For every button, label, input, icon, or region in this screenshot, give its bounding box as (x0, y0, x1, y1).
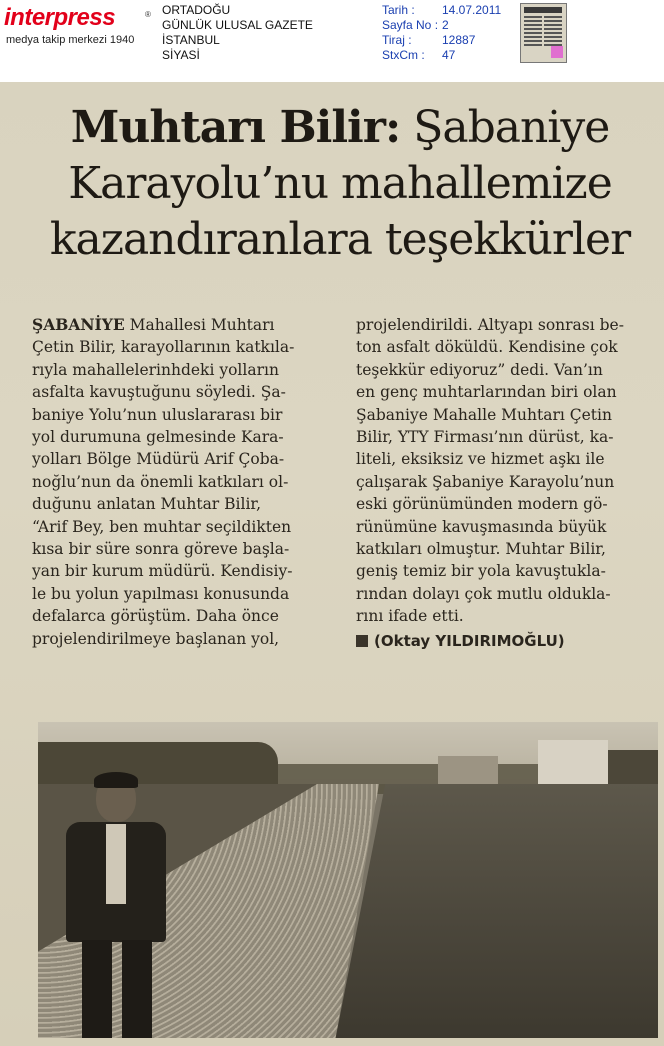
text-line: Bilir, YTY Firması’nın dürüst, ka- (356, 428, 614, 447)
headline-bold: Muhtarı Bilir: (70, 102, 401, 153)
text-line: rünümüne kavuşmasında büyük (356, 517, 607, 536)
text-line: liteli, eksiksiz ve hizmet aşkı ile (356, 450, 605, 469)
article-column-right (356, 314, 656, 652)
lead-word: ŞABANİYE (32, 315, 125, 334)
meta-value: 14.07.2011 (442, 3, 502, 17)
headline-line-1 (30, 100, 650, 156)
text-line: asfalta kavuştuğunu söyledi. Şa- (32, 383, 286, 402)
meta-value: 12887 (442, 33, 476, 47)
text-line: çalışarak Şabaniye Karayolu’nun (356, 472, 615, 491)
text-line: “Arif Bey, ben muhtar seçildikten (32, 517, 292, 536)
text-line: duğunu anlatan Muhtar Bilir, (32, 495, 262, 514)
article-headline (30, 100, 650, 268)
thumbnail-masthead (524, 7, 562, 13)
meta-value: 2 (442, 18, 449, 32)
person-shirt (106, 824, 126, 904)
text-line: geniş temiz bir yola kavuştukla- (356, 562, 606, 581)
publication-section: SİYASİ (162, 48, 200, 62)
meta-label: Tarih : (382, 3, 415, 17)
publication-info (162, 3, 313, 63)
text-line: en genç muhtarlarından biri olan (356, 383, 617, 402)
text-line: rını ifade etti. (356, 607, 464, 626)
text-line: Şabaniye Mahalle Muhtarı Çetin (356, 405, 612, 424)
text-line: baniye Yolu’nun uluslararası bir (32, 405, 283, 424)
logo-wordmark: interpress (4, 4, 116, 31)
photo-person-muhtar (48, 774, 178, 1038)
text-line: Çetin Bilir, karayollarının katkıla- (32, 338, 295, 357)
text-line: yol durumuna gelmesinde Kara- (32, 428, 284, 447)
newspaper-clipping (0, 82, 664, 1046)
headline-rest: Şabaniye (400, 102, 610, 153)
text-line: projelendirilmeye başlanan yol, (32, 629, 280, 648)
person-hair (94, 772, 138, 788)
publication-city: İSTANBUL (162, 33, 220, 47)
text-line: eski görünümünden modern gö- (356, 495, 608, 514)
meta-label: Sayfa No : (382, 18, 439, 32)
meta-value: 47 (442, 48, 456, 62)
text-line: rıyla mahallelerinhdeki yolların (32, 360, 279, 379)
thumbnail-highlight (551, 46, 563, 58)
registered-mark: ® (145, 10, 151, 19)
text-line: projelendirildi. Altyapı sonrası be- (356, 316, 624, 334)
thumbnail-column (544, 16, 562, 46)
meta-label: StxCm : (382, 48, 425, 62)
thumbnail-column (524, 16, 542, 46)
text-line-rest: Mahallesi Muhtarı (124, 316, 275, 334)
interpress-logo (4, 4, 150, 48)
byline-square-icon (356, 635, 368, 647)
person-legs (82, 940, 152, 1038)
text-line: teşekkür ediyoruz” dedi. Van’ın (356, 360, 603, 379)
publication-type: GÜNLÜK ULUSAL GAZETE (162, 18, 313, 32)
logo-tagline: medya takip merkezi 1940 (6, 34, 135, 46)
text-line: kısa bir süre sonra göreve başla- (32, 540, 290, 559)
clipping-header (0, 0, 664, 82)
page-thumbnail[interactable] (520, 3, 567, 63)
byline-text: (Oktay YILDIRIMOĞLU) (374, 631, 565, 650)
headline-line-3: kazandıranlara teşekkürler (49, 214, 631, 265)
article-column-left (32, 314, 330, 650)
text-line: yolları Bölge Müdürü Arif Çoba- (32, 450, 285, 469)
text-line: yan bir kurum müdürü. Kendisiy- (32, 562, 293, 581)
text-line: rından dolayı çok mutlu oldukla- (356, 584, 611, 603)
text-line (32, 314, 330, 336)
article-photo (38, 722, 658, 1038)
text-line: noğlu’nun da önemli katkıları ol- (32, 472, 289, 491)
text-line: ton asfalt döküldü. Kendisine çok (356, 338, 618, 357)
headline-line-2: Karayolu’nu mahallemize (68, 158, 612, 209)
meta-label: Tiraj : (382, 33, 412, 47)
text-line: le bu yolun yapılması konusunda (32, 584, 290, 603)
publication-name: ORTADOĞU (162, 3, 231, 17)
article-byline (356, 630, 656, 652)
text-line: katkıları olmuştur. Muhtar Bilir, (356, 540, 606, 559)
text-line: defalarca görüştüm. Daha önce (32, 607, 279, 626)
